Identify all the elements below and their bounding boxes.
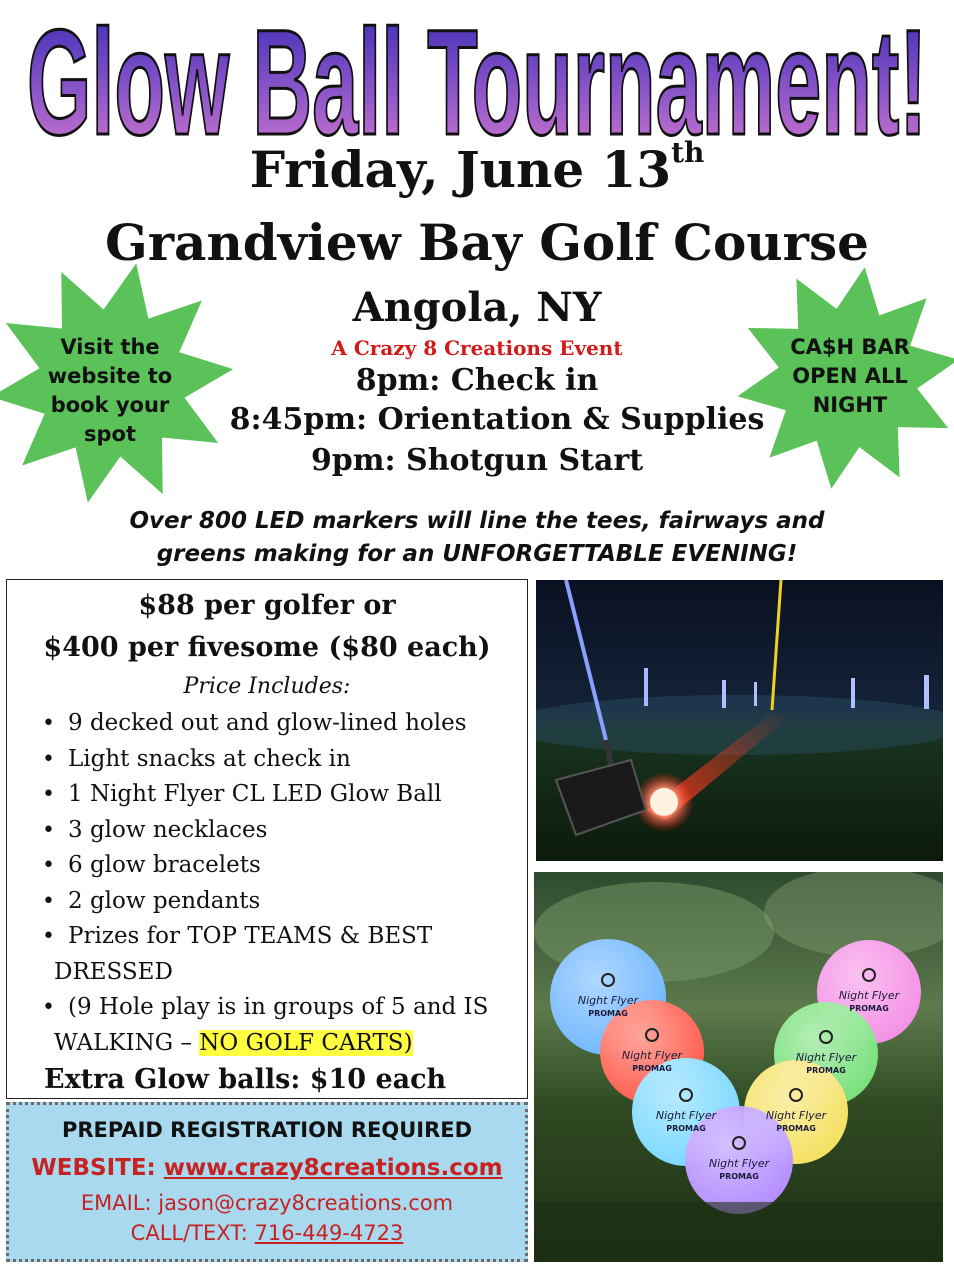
schedule-start: 9pm: Shotgun Start — [310, 443, 644, 478]
event-date-text: Friday, June 13 — [249, 140, 672, 199]
photo-balls-illustration — [534, 872, 943, 1262]
extra-balls-price: Extra Glow balls: $10 each — [44, 1064, 447, 1095]
photo-putter-illustration — [536, 580, 943, 861]
photo-putter-glow-ball — [536, 580, 943, 861]
price-includes-label: Price Includes: — [183, 674, 351, 699]
walking-line: (9 Hole play is in groups of 5 and IS — [68, 994, 489, 1020]
includes-list — [40, 706, 520, 1061]
ball-label-model: PROMAG — [666, 1124, 706, 1133]
list-item: • 6 glow bracelets — [40, 848, 520, 884]
date-suffix: th — [671, 136, 705, 169]
ball-label-model: PROMAG — [588, 1009, 628, 1018]
star-left-line: spot — [84, 422, 136, 446]
prizes-line: Prizes for TOP TEAMS & BEST — [68, 923, 433, 949]
schedule-checkin: 8pm: Check in — [355, 363, 599, 398]
ball-label-model: PROMAG — [632, 1064, 672, 1073]
registration-header: PREPAID REGISTRATION REQUIRED — [61, 1118, 473, 1142]
ball-label-brand: Night Flyer — [577, 994, 639, 1007]
star-right-message — [770, 333, 930, 420]
list-item: • Light snacks at check in — [40, 742, 520, 778]
list-item-prizes — [40, 919, 520, 990]
star-left-line: Visit the — [60, 335, 160, 359]
website-label: WEBSITE: — [31, 1155, 164, 1181]
ball-label-brand: Night Flyer — [621, 1049, 683, 1062]
list-item: • 2 glow pendants — [40, 884, 520, 920]
title-banner — [0, 0, 954, 150]
schedule-orientation: 8:45pm: Orientation & Supplies — [229, 402, 765, 437]
star-right-line: OPEN ALL — [792, 364, 908, 388]
walking-line: WALKING – — [54, 1029, 200, 1056]
website-line — [6, 1155, 528, 1181]
organizer-line: A Crazy 8 Creations Event — [331, 336, 623, 360]
ball-label-brand: Night Flyer — [655, 1109, 717, 1122]
ball-label-brand: Night Flyer — [795, 1051, 857, 1064]
email-line[interactable]: EMAIL: jason@crazy8creations.com — [80, 1191, 454, 1215]
star-right-line: NIGHT — [812, 393, 888, 417]
price-fivesome: $400 per fivesome ($80 each) — [43, 632, 491, 663]
ball-label-model: PROMAG — [719, 1172, 759, 1181]
tagline-line: Over 800 LED markers will line the tees, fairways and — [129, 508, 825, 534]
ball-label-model: PROMAG — [806, 1066, 846, 1075]
price-golfer: $88 per golfer or — [138, 590, 396, 621]
prizes-line: DRESSED — [54, 958, 173, 985]
list-item: • 9 decked out and glow-lined holes — [40, 706, 520, 742]
phone-label: CALL/TEXT: — [130, 1221, 255, 1245]
venue-name: Grandview Bay Golf Course — [105, 213, 869, 272]
list-item: • 3 glow necklaces — [40, 813, 520, 849]
phone-line — [6, 1221, 528, 1245]
event-date — [0, 136, 954, 199]
ball-label-brand: Night Flyer — [708, 1157, 770, 1170]
ball-label-model: PROMAG — [776, 1124, 816, 1133]
list-item-walking — [40, 990, 520, 1061]
photo-glowing-balls — [534, 872, 943, 1262]
phone-link[interactable]: 716-449-4723 — [254, 1221, 404, 1245]
website-link[interactable]: www.crazy8creations.com — [163, 1155, 503, 1181]
ball-label-brand: Night Flyer — [765, 1109, 827, 1122]
no-carts-highlight: NO GOLF CARTS) — [199, 1029, 413, 1056]
star-left-line: book your — [50, 393, 170, 417]
ball-label-brand: Night Flyer — [838, 989, 900, 1002]
venue-city: Angola, NY — [352, 284, 602, 331]
star-left-line: website to — [47, 364, 173, 388]
star-right-line: CA$H BAR — [790, 335, 910, 359]
list-item: • 1 Night Flyer CL LED Glow Ball — [40, 777, 520, 813]
tagline — [0, 505, 954, 571]
page-title: Glow Ball Tournament! — [27, 0, 927, 150]
tagline-line: greens making for an UNFORGETTABLE EVENING! — [156, 541, 798, 567]
ball-label-model: PROMAG — [849, 1004, 889, 1013]
star-left-message — [22, 333, 198, 449]
